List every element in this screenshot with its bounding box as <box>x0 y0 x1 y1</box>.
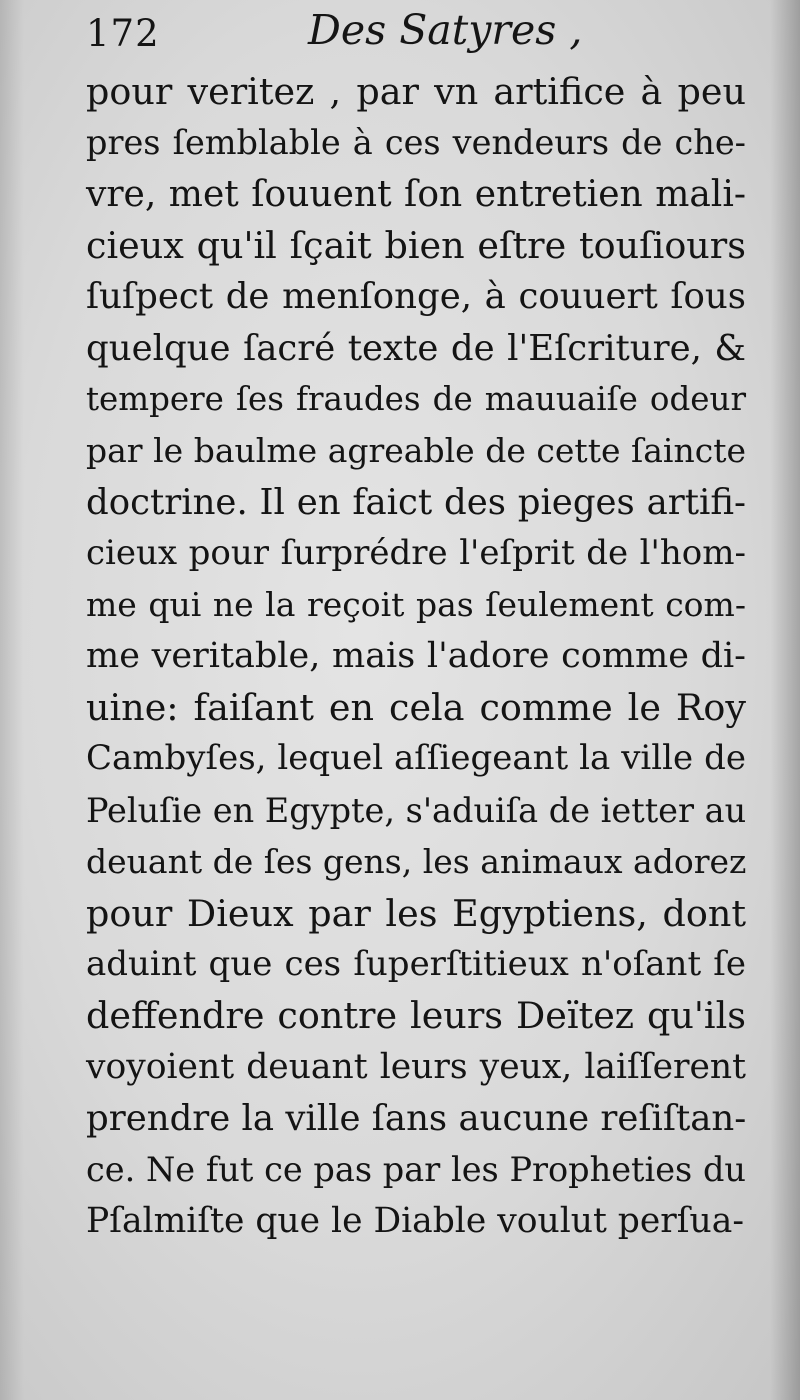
body-text <box>86 66 746 1247</box>
text-line: doctrine. Il en faict des pieges artifi- <box>86 481 746 523</box>
text-line: quelque ſacré texte de l'Eſcriture, & <box>86 327 746 369</box>
text-line: deffendre contre leurs Deïtez qu'ils <box>86 994 746 1038</box>
running-title: Des Satyres , <box>308 6 583 54</box>
text-line: par le baulme agreable de cette ſaincte <box>86 431 746 471</box>
text-line: tempere ſes fraudes de mauuaiſe odeur <box>86 380 746 419</box>
text-line: pour veritez , par vn artifice à peu <box>86 70 746 113</box>
text-line: vre, met ſouuent ſon entretien mali- <box>86 173 746 215</box>
text-line: Peluſie en Egypte, s'aduiſa de ietter au <box>86 790 747 830</box>
text-line: ce. Ne fut ce pas par les Propheties du <box>86 1150 746 1190</box>
text-line: aduint que ces ſuperſtitieux n'oſant ſe <box>86 943 746 984</box>
text-line: cieux pour ſurprédre l'eſprit de l'hom- <box>86 533 746 574</box>
text-line: Pſalmiſte que le Diable voulut perſua- <box>86 1200 744 1241</box>
page-number: 172 <box>86 12 160 55</box>
page-left-shadow <box>0 0 24 1400</box>
text-line: me qui ne la reçoit pas ſeulement com- <box>86 585 746 625</box>
text-line: pour Dieux par les Egyptiens, dont <box>86 891 746 935</box>
page-header <box>86 6 746 62</box>
text-line: ſuſpect de menſonge, à couuert ſous <box>86 276 746 318</box>
text-line: pres ſemblable à ces vendeurs de che- <box>86 123 746 163</box>
text-line: cieux qu'il ſçait bien eſtre touſiours <box>86 224 746 268</box>
text-line: deuant de ſes gens, les animaux adorez <box>86 842 747 882</box>
text-line: Cambyſes, lequel aſſiegeant la ville de <box>86 738 746 779</box>
text-line: voyoient deuant leurs yeux, laiſſerent <box>86 1046 746 1087</box>
text-line: prendre la ville ſans aucune reſiſtan- <box>86 1097 747 1139</box>
text-line: uine: faiſant en cela comme le Roy <box>86 686 746 730</box>
text-line: me veritable, mais l'adore comme di- <box>86 635 746 676</box>
page-right-shadow <box>770 0 800 1400</box>
